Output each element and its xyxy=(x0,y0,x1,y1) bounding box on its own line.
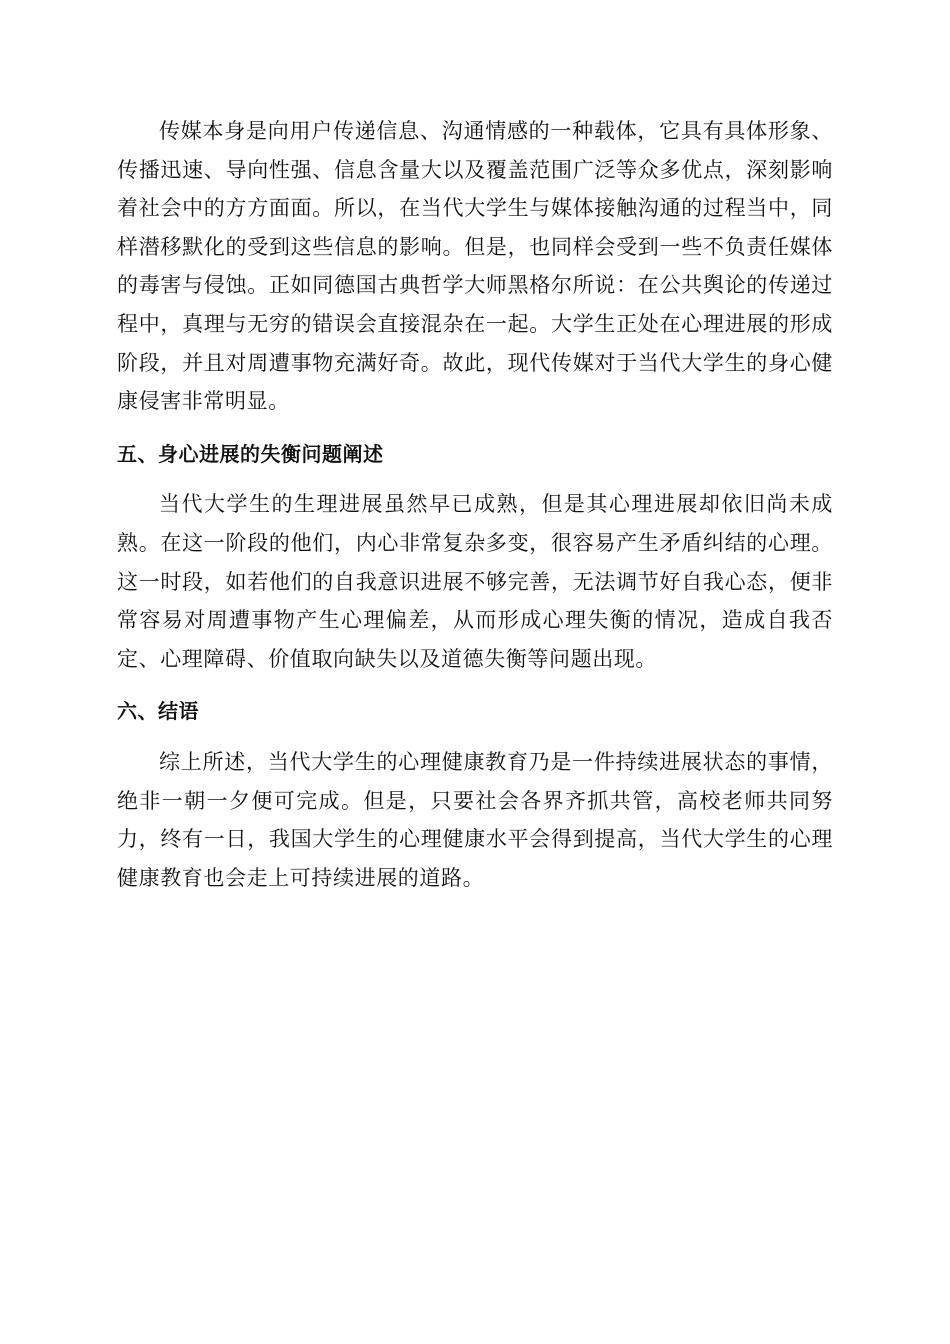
body-paragraph-imbalance: 当代大学生的生理进展虽然早已成熟，但是其心理进展却依旧尚未成熟。在这一阶段的他们，内心非常复杂多变，很容易产生矛盾纠结的心理。这一时段，如若他们的自我意识进展不够完善，无法调节好自我心态，便非常容易对周遭事物产生心理偏差，从而形成心理失衡的情况，造成自我否定、心理障碍、价值取向缺失以及道德失衡等问题出现。 xyxy=(117,492,833,671)
body-paragraph-media-impact: 传媒本身是向用户传递信息、沟通情感的一种载体，它具有具体形象、传播迅速、导向性强、信息含量大以及覆盖范围广泛等众多优点，深刻影响着社会中的方方面面。所以，在当代大学生与媒体接触沟通的过程当中，同样潜移默化的受到这些信息的影响。但是，也同样会受到一些不负责任媒体的毒害与侵蚀。正如同德国古典哲学大师黑格尔所说：在公共舆论的传递过程中，真理与无穷的错误会直接混杂在一起。大学生正处在心理进展的形成阶段，并且对周遭事物充满好奇。故此，现代传媒对于当代大学生的身心健康侵害非常明显。 xyxy=(117,119,833,414)
section-heading-6: 六、结语 xyxy=(117,699,199,724)
document-body xyxy=(117,112,833,897)
body-paragraph-conclusion: 综上所述，当代大学生的心理健康教育乃是一件持续进展状态的事情，绝非一朝一夕便可完成。但是，只要社会各界齐抓共管，高校老师共同努力，终有一日，我国大学生的心理健康水平会得到提高，当代大学生的心理健康教育也会走上可持续进展的道路。 xyxy=(117,749,833,890)
section-heading-5: 五、身心进展的失衡问题阐述 xyxy=(117,441,384,466)
